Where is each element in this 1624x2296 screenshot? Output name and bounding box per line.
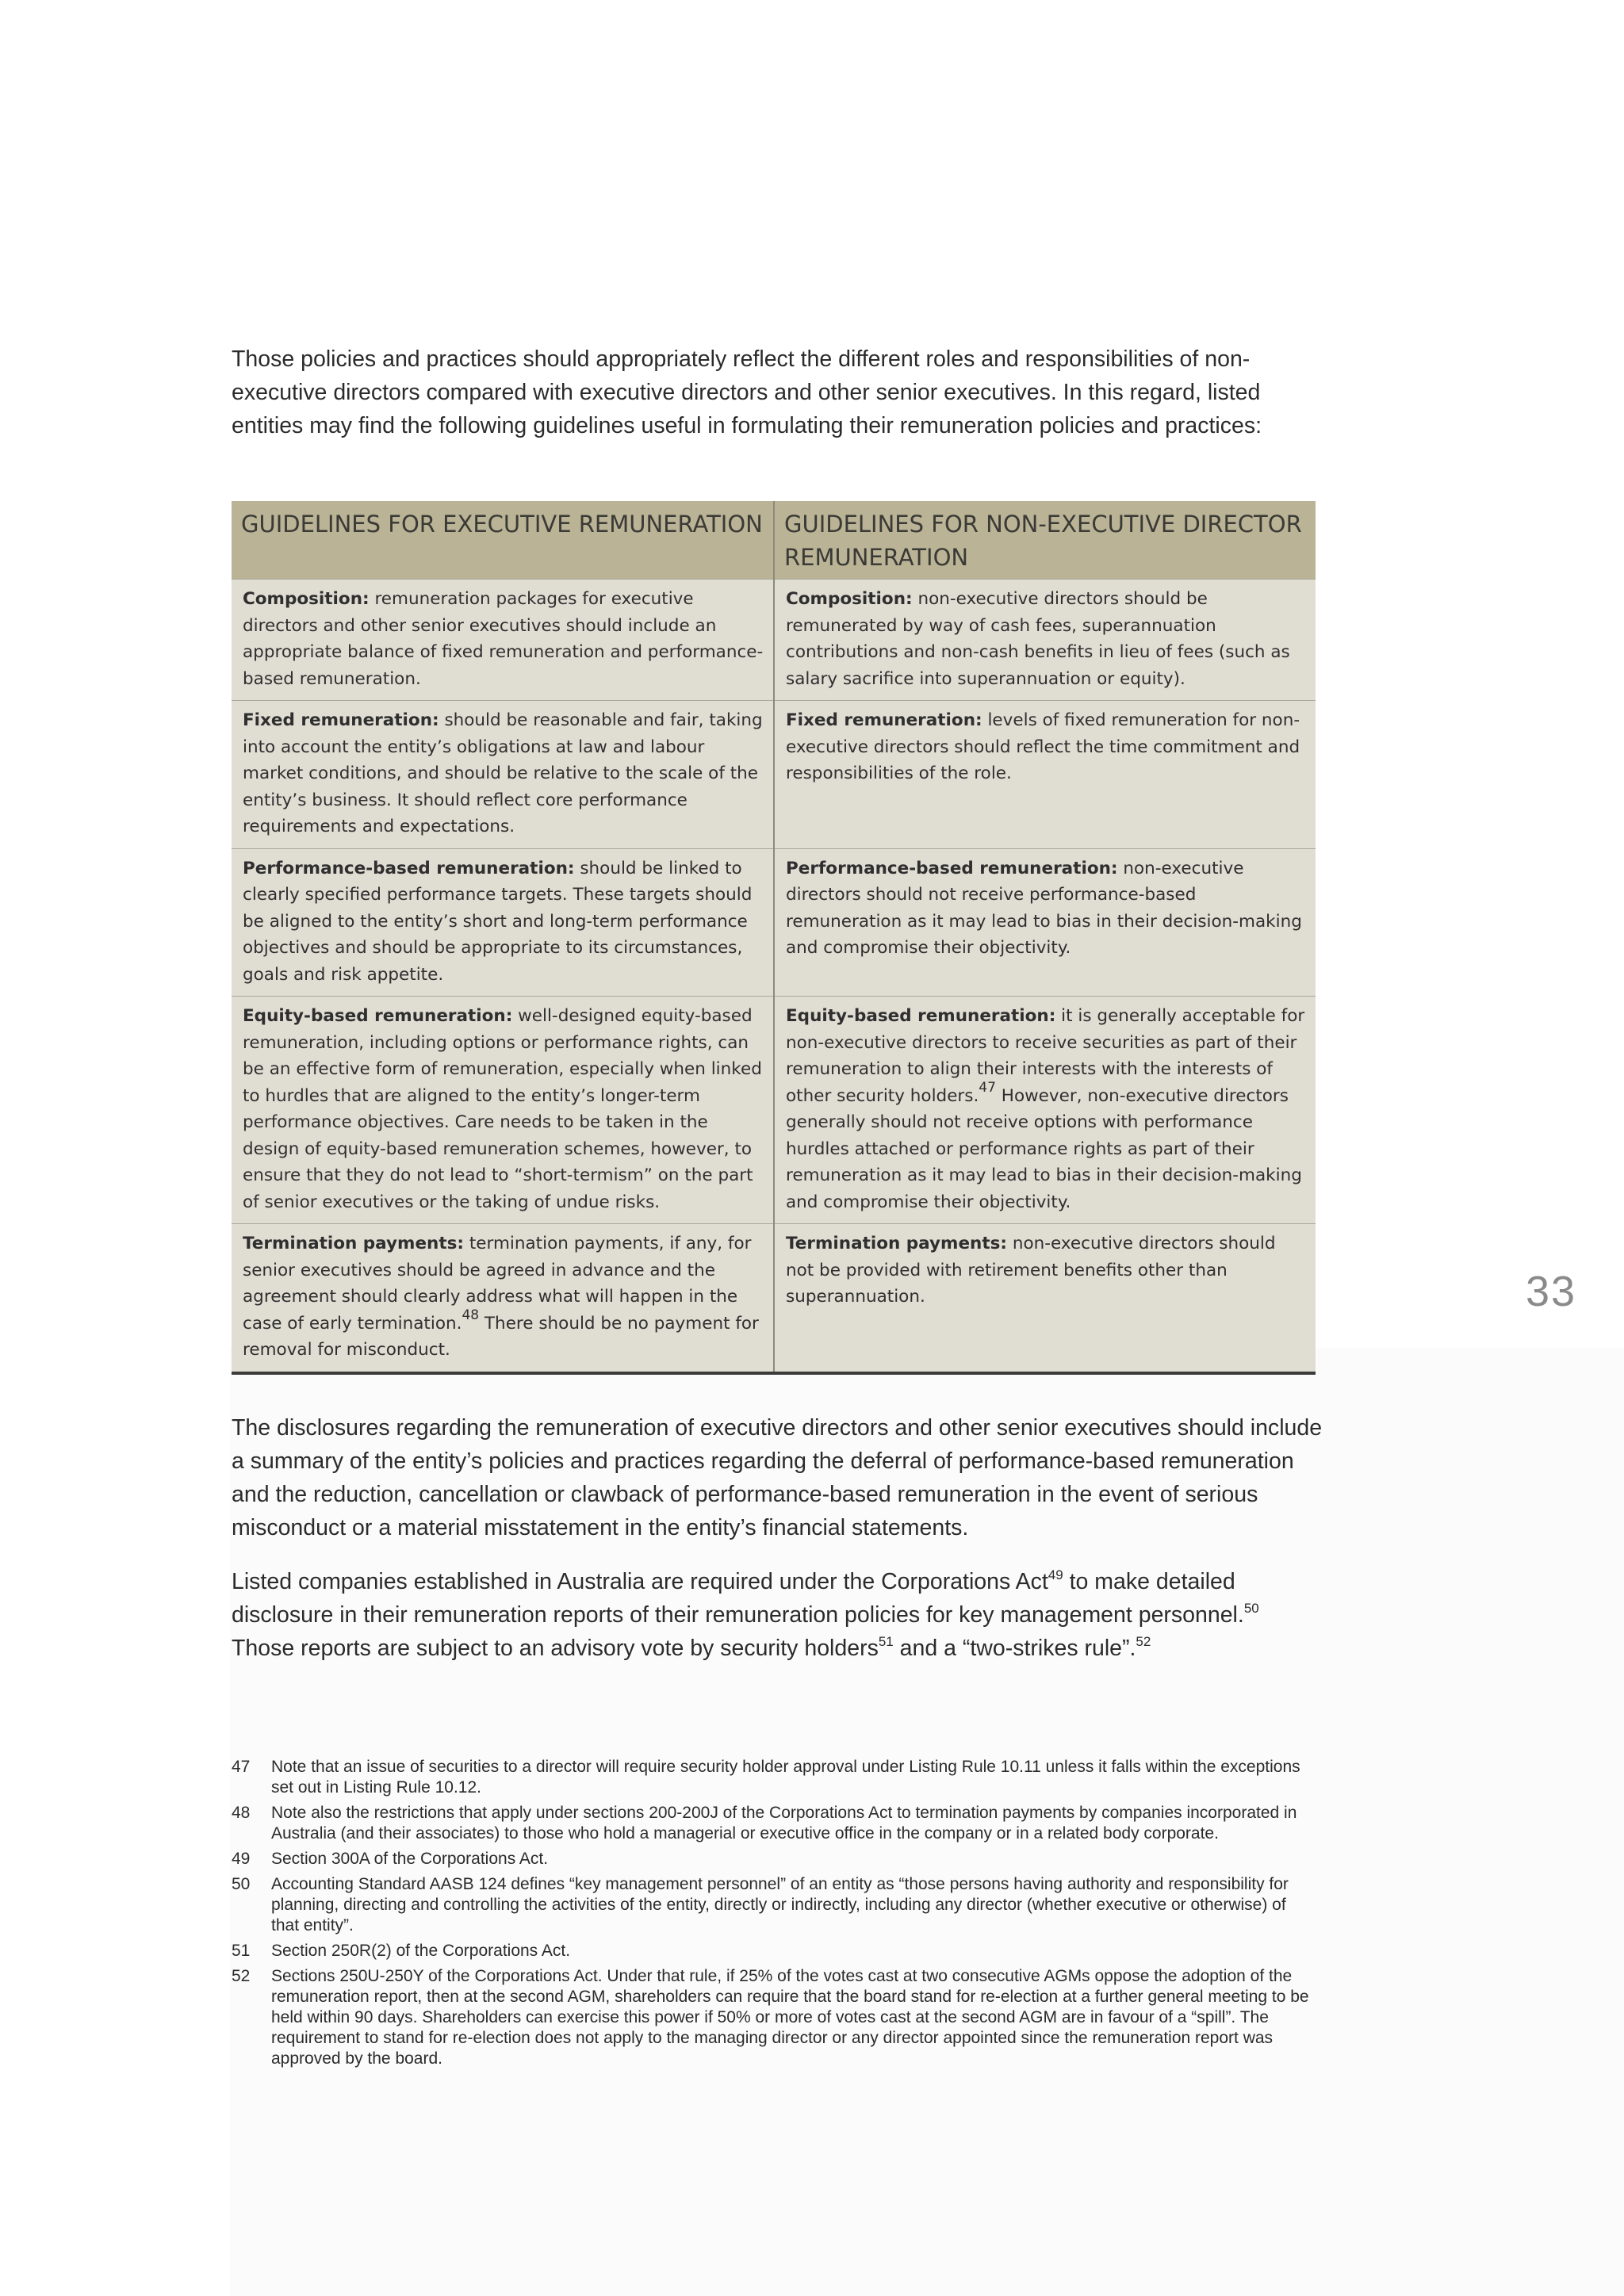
cell-label: Performance-based remuneration: <box>786 858 1118 878</box>
cell-text: non-executive directors should be remunerated by way of cash fees, superannuation contributions and non-cash benefits in lieu of fees (such as salary sacrifice into superannuation or equity). <box>786 589 1290 689</box>
remuneration-guidelines-table <box>232 501 1316 1375</box>
cell-executive-equity <box>232 997 774 1224</box>
footnote-number: 49 <box>232 1850 251 1868</box>
disclosure-paragraph: The disclosures regarding the remuneration of executive directors and other senior executives should include a summary of the entity’s policies and practices regarding the deferral of performance-based remuneration and the reduction, cancellation or clawback of performance-based remuneration in the event of serious misconduct or a material misstatement in the entity’s financial statements. <box>232 1415 1323 1540</box>
cell-text: There should be no payment for removal for misconduct. <box>243 1313 759 1360</box>
footnote-ref-47: 47 <box>979 1079 996 1096</box>
cell-text: non-executive directors should not receive performance-based remuneration as it may lead to bias in their decision-making and compromise their objectivity. <box>786 858 1302 958</box>
cell-label: Equity-based remuneration: <box>786 1006 1056 1026</box>
footnote-text: Note that an issue of securities to a director will require security holder approval under Listing Rule 10.11 unless it falls within the exceptions set out in Listing Rule 10.12. <box>271 1758 1300 1797</box>
para-text: Those reports are subject to an advisory vote by security holders <box>232 1636 879 1661</box>
cell-label: Equity-based remuneration: <box>243 1006 513 1026</box>
footnote-text: Sections 250U-250Y of the Corporations Act. Under that rule, if 25% of the votes cast at two consecutive AGMs oppose the adoption of the remuneration report, then at the second AGM, shareholders can require that the board stand for re-election at a further general meeting to be held within 90 days. Shareholders can exercise this power if 50% or more of votes cast at the second AGM are in favour of a “spill”. The requirement to stand for re-election does not apply to the managing director or any director appointed since the remuneration report was approved by the board. <box>271 1967 1309 2068</box>
table-row <box>232 701 1316 849</box>
footnote-number: 52 <box>232 1967 251 1985</box>
cell-text: should be linked to clearly specified performance targets. These targets should be aligned to the entity’s short and long-term performance objectives and should be appropriate to its circumstances, goals and risk appetite. <box>243 858 753 985</box>
cell-executive-fixed <box>232 701 774 849</box>
table-header-row <box>232 501 1316 580</box>
footnote-text: Section 300A of the Corporations Act. <box>271 1850 549 1868</box>
footnote-50 <box>232 1874 1318 1936</box>
footnote-47 <box>232 1757 1318 1798</box>
cell-text: levels of fixed remuneration for non-executive directors should reflect the time commitment and responsibilities of the role. <box>786 710 1300 783</box>
cell-ned-performance <box>774 848 1316 997</box>
cell-executive-composition <box>232 580 774 701</box>
cell-ned-fixed <box>774 701 1316 849</box>
footnote-number: 51 <box>232 1942 251 1960</box>
header-non-executive: GUIDELINES FOR NON-EXECUTIVE DIRECTOR REMUNERATION <box>774 501 1316 580</box>
footnote-52 <box>232 1966 1318 2069</box>
cell-text: it is generally acceptable for non-executive directors to receive securities as part of their remuneration to align their interests with the interests of other security holders. <box>786 1006 1305 1106</box>
footnote-ref-48: 48 <box>462 1307 480 1323</box>
table-row <box>232 997 1316 1224</box>
footnote-number: 48 <box>232 1804 251 1822</box>
cell-label: Fixed remuneration: <box>786 710 982 730</box>
cell-label: Composition: <box>786 589 913 609</box>
footnote-number: 50 <box>232 1875 251 1893</box>
cell-label: Performance-based remuneration: <box>243 858 575 878</box>
footnote-ref-52: 52 <box>1136 1634 1151 1649</box>
cell-label: Termination payments: <box>786 1234 1008 1253</box>
page-number: 33 <box>1526 1268 1577 1315</box>
footnote-number: 47 <box>232 1758 251 1776</box>
footnote-ref-51: 51 <box>878 1634 894 1649</box>
footnote-ref-50: 50 <box>1243 1601 1259 1616</box>
cell-ned-composition <box>774 580 1316 701</box>
footnote-text: Section 250R(2) of the Corporations Act. <box>271 1942 571 1960</box>
para-text: to make detailed disclosure in their remuneration reports of their remuneration policies for key management personnel. <box>232 1569 1244 1628</box>
footnotes <box>232 1757 1318 2074</box>
cell-text: should be reasonable and fair, taking into account the entity’s obligations at law and labour market conditions, and should be relative to the scale of the entity’s business. It should reflect core performance requirements and expectations. <box>243 710 763 836</box>
table-row <box>232 1224 1316 1373</box>
cell-label: Termination payments: <box>243 1234 465 1253</box>
footnote-49 <box>232 1849 1318 1869</box>
para-text: Listed companies established in Australia are required under the Corporations Act <box>232 1569 1048 1594</box>
cell-executive-termination <box>232 1224 774 1373</box>
footnote-text: Note also the restrictions that apply under sections 200-200J of the Corporations Act to termination payments by companies incorporated in Australia (and their associates) to those who hold a managerial or executive office in the company or in a related body corporate. <box>271 1804 1297 1843</box>
para-text: and a “two-strikes rule”. <box>893 1636 1136 1661</box>
cell-ned-termination <box>774 1224 1316 1373</box>
table-row <box>232 848 1316 997</box>
cell-label: Composition: <box>243 589 370 609</box>
footnote-text: Accounting Standard AASB 124 defines “key management personnel” of an entity as “those persons having authority and responsibility for planning, directing and controlling the activities of the entity, directly or indirectly, including any director (whether executive or otherwise) of that entity”. <box>271 1875 1289 1934</box>
corporations-act-paragraph <box>232 1565 1326 1665</box>
cell-text: termination payments, if any, for senior executives should be agreed in advance and the agreement should clearly address what will happen in the case of early termination. <box>243 1234 752 1334</box>
cell-text: well-designed equity-based remuneration, including options or performance rights, can be an effective form of remuneration, especially when linked to hurdles that are aligned to the entity’s longer-term performance objectives. Care needs to be taken in the design of equity-based remuneration schemes, however, to ensure that they do not lead to “short-termism” on the part of senior executives or the taking of undue risks. <box>243 1006 762 1212</box>
header-executive: GUIDELINES FOR EXECUTIVE REMUNERATION <box>232 501 774 580</box>
cell-text: However, non-executive directors generally should not receive options with performance hurdles attached or performance rights as part of their remuneration as it may lead to bias in their decision-making and compromise their objectivity. <box>786 1085 1302 1212</box>
cell-label: Fixed remuneration: <box>243 710 439 730</box>
cell-text: remuneration packages for executive directors and other senior executives should include an appropriate balance of fixed remuneration and performance-based remuneration. <box>243 589 764 689</box>
intro-paragraph: Those policies and practices should appropriately reflect the different roles and responsibilities of non-executive directors compared with executive directors and other senior executives. In this regard, listed entities may find the following guidelines useful in formulating their remuneration policies and practices: <box>232 346 1262 438</box>
cell-text: non-executive directors should not be provided with retirement benefits other than superannuation. <box>786 1234 1276 1307</box>
cell-ned-equity <box>774 997 1316 1224</box>
footnote-48 <box>232 1803 1318 1844</box>
footnote-51 <box>232 1941 1318 1961</box>
cell-executive-performance <box>232 848 774 997</box>
table-row <box>232 580 1316 701</box>
footnote-ref-49: 49 <box>1048 1567 1063 1582</box>
